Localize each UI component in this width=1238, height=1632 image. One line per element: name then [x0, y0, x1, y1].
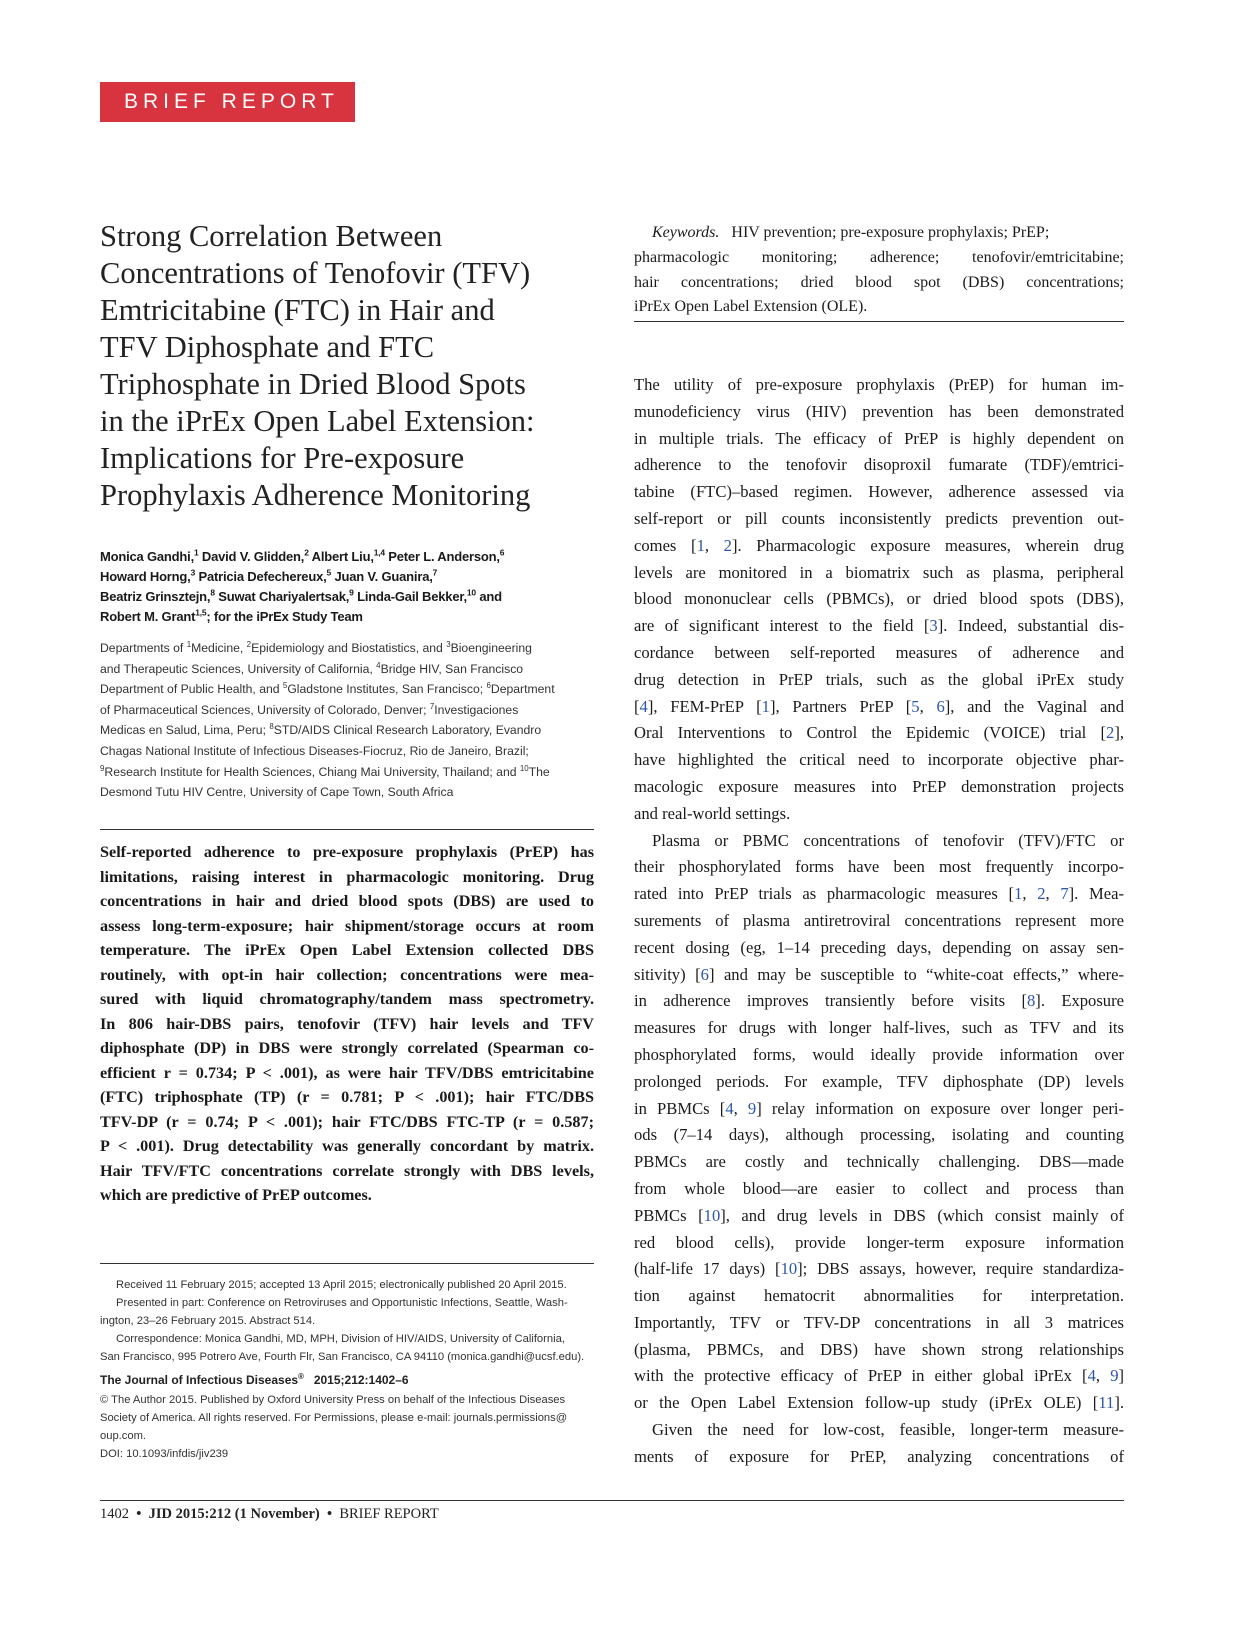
citation-link[interactable]: 4	[725, 1098, 734, 1118]
title-line: in the iPrEx Open Label Extension:	[100, 404, 535, 438]
copyright-note: oup.com.	[100, 1430, 147, 1442]
body-line: measures for drugs with longer half-lives, such as TFV and its	[634, 1018, 1124, 1038]
body-line: sitivity) [6] and may be susceptible to “white-coat effects,” where-	[634, 964, 1124, 984]
presented-note: ington, 23–26 February 2015. Abstract 514.	[100, 1315, 316, 1327]
author-line: Monica Gandhi,$^1$ David V. Glidden,$^2$ Albert Liu,$^{1,4}$ Peter L. Anderson,$^6$	[100, 547, 505, 564]
author-line: Robert M. Grant$^{1,5}$; for the iPrEx Study Team	[100, 607, 363, 624]
abstract-line: assess long-term-exposure; hair shipment/storage occurs at room	[100, 916, 594, 935]
body-line: cordance between self-reported measures of adherence and	[634, 642, 1124, 662]
body-line: (plasma, PBMCs, and DBS) have shown strong relationships	[634, 1339, 1124, 1359]
body-line: their phosphorylated forms have been most frequently incorpo-	[634, 857, 1124, 877]
doi[interactable]: DOI: 10.1093/infdis/jiv239	[100, 1448, 229, 1460]
abstract-line: TFV-DP (r = 0.74; P < .001); hair FTC/DBS FTC-TP (r = 0.587;	[100, 1112, 594, 1131]
footer-bullet: •	[136, 1506, 142, 1522]
body-line: in PBMCs [4, 9] relay information on exposure over longer peri-	[634, 1098, 1124, 1118]
body-line: Importantly, TFV or TFV-DP concentrations in all 3 matrices	[634, 1312, 1124, 1332]
copyright-note: Society of America. All rights reserved. For Permissions, please e-mail: journals.permissions@	[100, 1412, 568, 1424]
body-line: Oral Interventions to Control the Epidemic (VOICE) trial [2],	[634, 723, 1124, 743]
citation-link[interactable]: 11	[1098, 1393, 1115, 1413]
body-line: with the protective efficacy of PrEP in either global iPrEx [4, 9]	[634, 1366, 1125, 1386]
page-footer	[100, 1506, 439, 1523]
citation-link[interactable]: 3	[929, 616, 938, 636]
citation-link[interactable]: 1	[1014, 884, 1023, 904]
affiliations	[100, 638, 600, 803]
footer-rule	[100, 1500, 1124, 1501]
keywords-line: pharmacologic monitoring; adherence; tenofovir/emtricitabine;	[634, 248, 1124, 266]
abstract-line: concentrations in hair and dried blood spots (DBS) are used to	[100, 892, 594, 910]
citation-link[interactable]: 7	[1060, 884, 1069, 904]
body-line: PBMCs [10], and drug levels in DBS (which consist mainly of	[634, 1205, 1124, 1225]
presented-note: Presented in part: Conference on Retroviruses and Opportunistic Infections, Seattle, Wash-	[116, 1297, 568, 1309]
article-title	[100, 218, 600, 514]
title-line: Strong Correlation Between	[100, 219, 443, 253]
body-line: in adherence improves transiently before visits [8]. Exposure	[634, 991, 1124, 1011]
body-line: macologic exposure measures into PrEP demonstration projects	[634, 776, 1124, 796]
affiliation-line: Departments of $^1$Medicine, $^2$Epidemiology and Biostatistics, and $^3$Bioengineering	[100, 639, 532, 655]
keywords	[634, 221, 1124, 320]
affiliation-line: Chagas National Institute of Infectious Diseases-Fiocruz, Rio de Janeiro, Brazil;	[100, 743, 529, 758]
citation-link[interactable]: 9	[1110, 1366, 1119, 1386]
body-line: self-report or pill counts inconsistently predicts prevention out-	[634, 508, 1124, 528]
author-list	[100, 547, 600, 627]
body-line: PBMCs are costly and technically challenging. DBS—made	[634, 1152, 1124, 1172]
citation-link[interactable]: 1	[761, 696, 770, 716]
citation-link[interactable]: 2	[1037, 884, 1046, 904]
keywords-label: Keywords.	[652, 224, 720, 241]
affiliation-line: and Therapeutic Sciences, University of California, $^4$Bridge HIV, San Francisco	[100, 660, 524, 676]
keywords-line: Keywords. HIV prevention; pre-exposure prophylaxis; PrEP;	[652, 224, 1050, 241]
footnotes	[100, 1276, 594, 1463]
citation-link[interactable]: 10	[780, 1259, 798, 1279]
body-line: tion against hematocrit abnormalities for interpretation.	[634, 1286, 1124, 1306]
body-line: or the Open Label Extension follow-up study (iPrEx OLE) [11].	[634, 1393, 1124, 1413]
body-line: ods (7–14 days), although processing, isolating and counting	[634, 1125, 1124, 1145]
body-line: phosphorylated forms, would ideally provide information over	[634, 1044, 1124, 1064]
abstract-top-rule	[100, 829, 594, 830]
abstract	[100, 840, 594, 1208]
citation-link[interactable]: 6	[936, 696, 945, 716]
keywords-rule	[634, 321, 1124, 322]
citation-link[interactable]: 4	[639, 696, 648, 716]
title-line: Triphosphate in Dried Blood Spots	[100, 367, 526, 401]
abstract-line: temperature. The iPrEx Open Label Extension collected DBS	[100, 941, 594, 959]
body-text	[634, 372, 1124, 1471]
body-line: (half-life 17 days) [10]; DBS assays, however, require standardiza-	[634, 1259, 1125, 1279]
title-line: Concentrations of Tenofovir (TFV)	[100, 256, 531, 290]
affiliation-line: Medicas en Salud, Lima, Peru; $^8$STD/AIDS Clinical Research Laboratory, Evandro	[100, 722, 542, 738]
affiliation-line: Department of Public Health, and $^5$Gladstone Institutes, San Francisco; $^6$Department	[100, 681, 555, 697]
abstract-line: P < .001). Drug detectability was generally concordant by matrix.	[100, 1137, 594, 1155]
body-line: comes [1, 2]. Pharmacologic exposure measures, wherein drug	[634, 535, 1124, 555]
citation-link[interactable]: 6	[700, 964, 709, 984]
body-line: ments of exposure for PrEP, analyzing concentrations of	[634, 1446, 1124, 1466]
citation-link[interactable]: 2	[1106, 723, 1115, 743]
journal-citation: The Journal of Infectious Diseases® 2015;212:1402–6	[100, 1372, 409, 1387]
author-line: Beatriz Grinsztejn,$^8$ Suwat Chariyalertsak,$^9$ Linda-Gail Bekker,$^{10}$ and	[100, 587, 502, 604]
body-line: have highlighted the critical need to incorporate objective phar-	[634, 750, 1124, 770]
title-line: Prophylaxis Adherence Monitoring	[100, 478, 531, 512]
body-line: recent dosing (eg, 1–14 preceding days, depending on assay sen-	[634, 937, 1124, 957]
title-line: TFV Diphosphate and FTC	[100, 330, 435, 364]
footer-section: BRIEF REPORT	[339, 1506, 439, 1522]
body-line: red blood cells), provide longer-term exposure information	[634, 1232, 1124, 1252]
body-line: surements of plasma antiretroviral concentrations represent more	[634, 910, 1124, 930]
abstract-line: sured with liquid chromatography/tandem mass spectrometry.	[100, 990, 594, 1008]
abstract-line: (FTC) triphosphate (TP) (r = 0.781; P < .001); hair FTC/DBS	[100, 1088, 594, 1106]
affiliation-line: Desmond Tutu HIV Centre, University of Cape Town, South Africa	[100, 785, 454, 800]
abstract-line: limitations, raising interest in pharmacologic monitoring. Drug	[100, 867, 594, 886]
author-line: Howard Horng,$^3$ Patricia Defechereux,$^5$ Juan V. Guanira,$^7$	[100, 567, 438, 584]
abstract-line: efficient r = 0.734; P < .001), as were hair TFV/DBS emtricitabine	[100, 1063, 594, 1082]
body-line: levels are monitored in a biomatrix such as plasma, peripheral	[634, 562, 1124, 582]
page-number: 1402	[100, 1506, 129, 1522]
body-line: adherence to the tenofovir disoproxil fumarate (TDF)/emtrici-	[634, 455, 1124, 475]
citation-link[interactable]: 8	[1027, 991, 1036, 1011]
body-line: in multiple trials. The efficacy of PrEP is highly dependent on	[634, 428, 1124, 448]
abstract-line: which are predictive of PrEP outcomes.	[100, 1186, 372, 1204]
affiliation-line: $^9$Research Institute for Health Sciences, Chiang Mai University, Thailand; and $^{10}$The	[100, 763, 550, 779]
title-line: Emtricitabine (FTC) in Hair and	[100, 293, 495, 327]
correspondence-note: Correspondence: Monica Gandhi, MD, MPH, Division of HIV/AIDS, University of California,	[116, 1333, 565, 1345]
citation-link[interactable]: 4	[1087, 1366, 1096, 1386]
citation-link[interactable]: 1	[696, 535, 705, 555]
abstract-line: In 806 hair-DBS pairs, tenofovir (TFV) hair levels and TFV	[100, 1014, 594, 1033]
received-note: Received 11 February 2015; accepted 13 April 2015; electronically published 20 April 2015.	[116, 1279, 567, 1291]
abstract-line: diphosphate (DP) in DBS were strongly correlated (Spearman co-	[100, 1039, 594, 1057]
citation-link[interactable]: 2	[723, 535, 732, 555]
body-line: prolonged periods. For example, TFV diphosphate (DP) levels	[634, 1071, 1124, 1091]
abstract-line: Hair TFV/FTC concentrations correlate strongly with DBS levels,	[100, 1161, 594, 1180]
body-line: rated into PrEP trials as pharmacologic measures [1, 2, 7]. Mea-	[634, 884, 1125, 904]
body-line: blood mononuclear cells (PBMCs), or dried blood spots (DBS),	[634, 589, 1124, 609]
correspondence-note: San Francisco, 995 Potrero Ave, Fourth Flr, San Francisco, CA 94110 (monica.gandhi@ucsf.edu).	[100, 1351, 585, 1363]
keywords-line: iPrEx Open Label Extension (OLE).	[634, 298, 868, 316]
body-line: Given the need for low-cost, feasible, longer-term measure-	[652, 1420, 1124, 1440]
body-line: munodeficiency virus (HIV) prevention has been demonstrated	[634, 401, 1124, 421]
citation-link[interactable]: 9	[747, 1098, 757, 1118]
abstract-line: Self-reported adherence to pre-exposure prophylaxis (PrEP) has	[100, 843, 594, 861]
body-line: and real-world settings.	[634, 803, 791, 823]
footer-journal: JID 2015:212 (1 November)	[148, 1506, 320, 1522]
body-line: are of significant interest to the field [3]. Indeed, substantial dis-	[634, 616, 1124, 636]
keywords-line: hair concentrations; dried blood spot (DBS) concentrations;	[634, 273, 1124, 291]
affiliation-line: of Pharmaceutical Sciences, University of Colorado, Denver; $^7$Investigaciones	[100, 701, 519, 717]
citation-link[interactable]: 5	[911, 696, 920, 716]
title-line: Implications for Pre-exposure	[100, 441, 465, 475]
copyright-note: © The Author 2015. Published by Oxford University Press on behalf of the Infectious Diseases	[100, 1394, 566, 1406]
body-line: drug detection in PrEP trials, such as the global iPrEx study	[634, 669, 1124, 689]
body-line: tabine (FTC)–based regimen. However, adherence assessed via	[634, 482, 1124, 502]
footnote-rule	[100, 1263, 594, 1264]
body-line: The utility of pre-exposure prophylaxis (PrEP) for human im-	[634, 375, 1124, 394]
citation-link[interactable]: 10	[703, 1205, 721, 1225]
body-line: from whole blood—are easier to collect and process than	[634, 1178, 1124, 1198]
body-line: [4], FEM-PrEP [1], Partners PrEP [5, 6], and the Vaginal and	[634, 696, 1124, 716]
article-type-banner: BRIEF REPORT	[100, 82, 355, 122]
body-line: Plasma or PBMC concentrations of tenofovir (TFV)/FTC or	[652, 830, 1124, 850]
abstract-line: routinely, with opt-in hair collection; concentrations were mea-	[100, 965, 594, 984]
footer-bullet: •	[326, 1506, 333, 1522]
